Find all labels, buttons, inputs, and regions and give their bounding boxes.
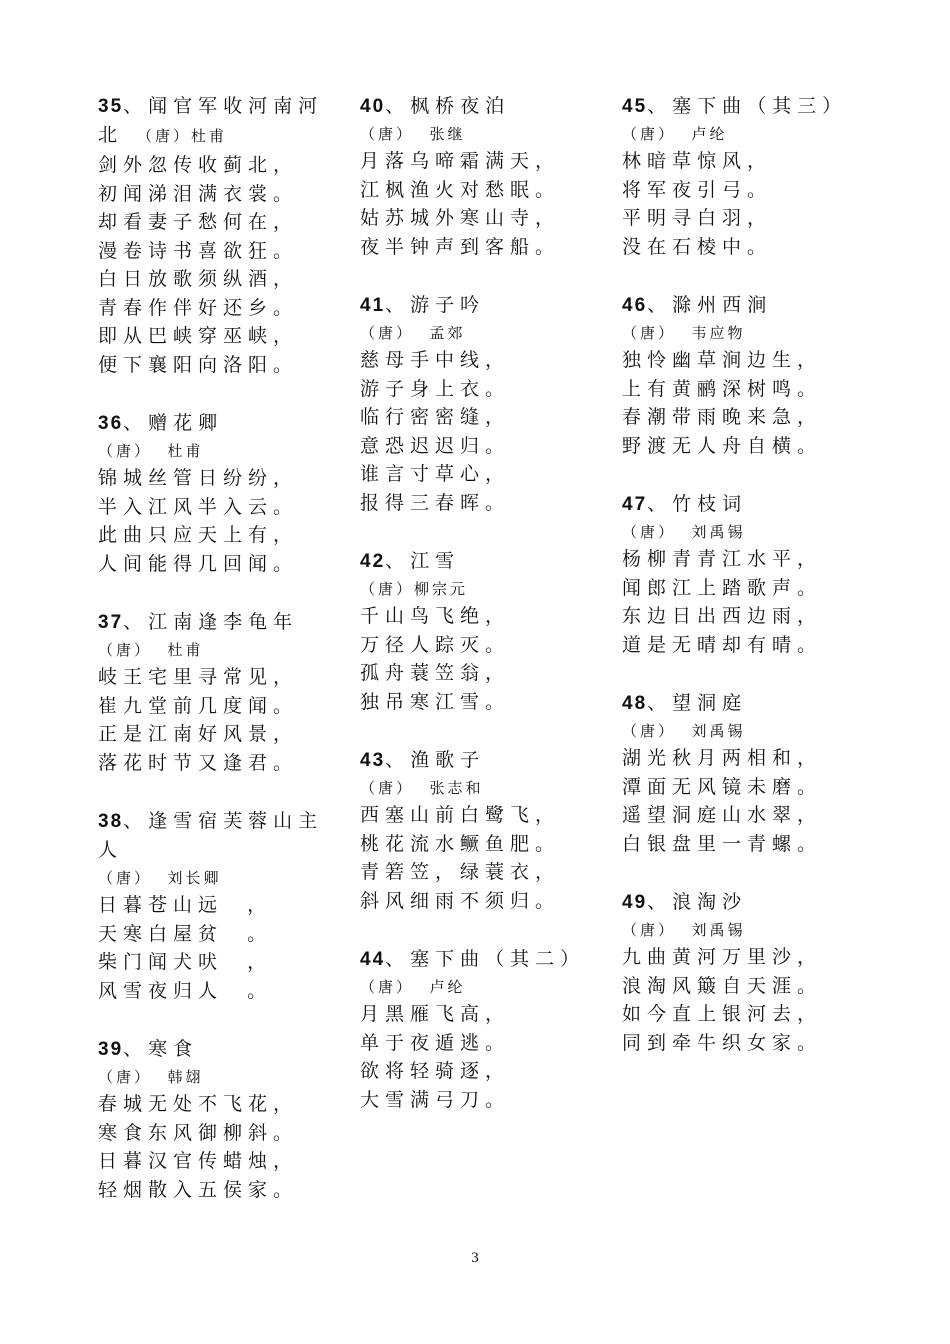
poem bbox=[98, 409, 388, 578]
poem-title bbox=[360, 291, 650, 320]
poem-number: 41 bbox=[360, 295, 386, 316]
poem-title-text: 、逢雪宿芙蓉山主 bbox=[123, 810, 324, 832]
poem-line: 大雪满弓刀。 bbox=[360, 1088, 511, 1111]
poem-line: 游子身上衣。 bbox=[360, 377, 511, 400]
poem-title bbox=[622, 291, 912, 320]
poem-line: 半入江风半入云。 bbox=[98, 495, 299, 518]
poem-line: 道是无晴却有晴。 bbox=[622, 633, 823, 656]
poem-column-right bbox=[622, 92, 912, 1057]
poem-column-middle bbox=[360, 92, 650, 1114]
poem-line: 漫卷诗书喜欲狂。 bbox=[98, 239, 299, 262]
poem-number: 47 bbox=[622, 494, 648, 515]
poem-line: 独怜幽草涧边生， bbox=[622, 349, 823, 371]
poem-title bbox=[98, 92, 388, 121]
poem-title bbox=[98, 409, 388, 438]
poem-line: 如今直上银河去， bbox=[622, 1003, 823, 1025]
poem-line: 初闻涕泪满衣裳。 bbox=[98, 182, 299, 205]
poem-line: 姑苏城外寒山寺， bbox=[360, 207, 561, 229]
poem bbox=[622, 689, 912, 858]
poem-line: 青箬笠，绿蓑衣， bbox=[360, 861, 561, 883]
poem-line: 九曲黄河万里沙， bbox=[622, 946, 823, 968]
poem-title bbox=[622, 888, 912, 917]
poem-line: 西塞山前白鹭飞， bbox=[360, 804, 561, 826]
poem-line: 月黑雁飞高， bbox=[360, 1003, 511, 1025]
poem-author: （唐） 卢纶 bbox=[360, 978, 466, 996]
poem-title bbox=[622, 490, 912, 519]
poem-line: 单于夜遁逃。 bbox=[360, 1031, 511, 1054]
poem bbox=[360, 92, 650, 261]
poem-author: （唐） 韦应物 bbox=[622, 324, 746, 342]
poem-line: 春城无处不飞花， bbox=[98, 1093, 299, 1115]
poem-column-left bbox=[98, 92, 388, 1204]
poem-line: 意恐迟迟归。 bbox=[360, 434, 511, 457]
poem-line: 万径人踪灭。 bbox=[360, 633, 511, 656]
poem-title-text: 、寒食 bbox=[123, 1038, 199, 1060]
poem-line: 遥望洞庭山水翠， bbox=[622, 804, 823, 826]
poem bbox=[360, 746, 650, 915]
poem-title-text: 、滁州西涧 bbox=[647, 294, 773, 316]
poem-line: 即从巴峡穿巫峡， bbox=[98, 325, 299, 347]
poem-number: 35 bbox=[98, 96, 124, 117]
poem-line: 平明寻白羽， bbox=[622, 207, 773, 229]
poem-line: 春潮带雨晚来急， bbox=[622, 406, 823, 428]
poem-title bbox=[360, 746, 650, 775]
poem-number: 36 bbox=[98, 413, 124, 434]
poem-author: （唐）杜甫 bbox=[137, 127, 228, 145]
poem-line: 便下襄阳向洛阳。 bbox=[98, 353, 299, 376]
poem-author: （唐） 杜甫 bbox=[98, 442, 204, 460]
poem-title-text: 、塞下曲（其三） bbox=[647, 95, 848, 117]
poem bbox=[622, 291, 912, 460]
poem-line: 上有黄鹂深树鸣。 bbox=[622, 377, 823, 400]
poem-title-text: 、浪淘沙 bbox=[647, 891, 748, 913]
poem-number: 49 bbox=[622, 892, 648, 913]
poem-line: 锦城丝管日纷纷， bbox=[98, 467, 299, 489]
poem-title-text: 、江南逢李龟年 bbox=[123, 611, 299, 633]
poem-line: 报得三春晖。 bbox=[360, 491, 511, 514]
poem-author: （唐） 卢纶 bbox=[622, 125, 728, 143]
poem-author: （唐） 张继 bbox=[360, 125, 466, 143]
poem-line: 柴门闻犬吠 ， bbox=[98, 951, 273, 973]
poem-line: 白日放歌须纵酒， bbox=[98, 268, 299, 290]
poem-line: 独吊寒江雪。 bbox=[360, 690, 511, 713]
poem-line: 崔九堂前几度闻。 bbox=[98, 694, 299, 717]
poem-title-text: 、枫桥夜泊 bbox=[385, 95, 511, 117]
poem-number: 45 bbox=[622, 96, 648, 117]
poem-line: 此曲只应天上有， bbox=[98, 524, 299, 546]
poem-line: 浪淘风簸自天涯。 bbox=[622, 974, 823, 997]
poem-line: 夜半钟声到客船。 bbox=[360, 235, 561, 258]
poem-author: （唐） 刘长卿 bbox=[98, 869, 222, 887]
poem-title-text: 、赠花卿 bbox=[123, 412, 224, 434]
poem-title bbox=[98, 1035, 388, 1064]
poem-author: （唐）柳宗元 bbox=[360, 580, 469, 598]
poem-line: 闻郎江上踏歌声。 bbox=[622, 576, 823, 599]
poem bbox=[98, 807, 388, 1005]
poem-title-text: 、望洞庭 bbox=[647, 692, 748, 714]
poem-number: 39 bbox=[98, 1039, 124, 1060]
poem-line: 风雪夜归人 。 bbox=[98, 979, 273, 1002]
poem-line: 慈母手中线， bbox=[360, 349, 511, 371]
poem-line: 没在石棱中。 bbox=[622, 235, 773, 258]
poem-line: 谁言寸草心， bbox=[360, 463, 511, 485]
poem-line: 将军夜引弓。 bbox=[622, 178, 773, 201]
poem bbox=[622, 92, 912, 261]
poem-line: 白银盘里一青螺。 bbox=[622, 832, 823, 855]
poem-line: 青春作伴好还乡。 bbox=[98, 296, 299, 319]
poem-number: 38 bbox=[98, 811, 124, 832]
poem-line: 却看妻子愁何在， bbox=[98, 211, 299, 233]
poem-line: 东边日出西边雨， bbox=[622, 605, 823, 627]
poem-title-continued: 北 （唐）杜甫 bbox=[98, 124, 228, 146]
poem-title-text: 、闻官军收河南河 bbox=[123, 95, 324, 117]
poem-title-text: 、竹枝词 bbox=[647, 493, 748, 515]
poem bbox=[98, 1035, 388, 1204]
poem-line: 落花时节又逢君。 bbox=[98, 751, 299, 774]
poem-title bbox=[98, 807, 388, 836]
poem-line: 湖光秋月两相和， bbox=[622, 747, 823, 769]
poem-title bbox=[360, 547, 650, 576]
poem bbox=[360, 945, 650, 1114]
poem-number: 48 bbox=[622, 693, 648, 714]
poem-line: 欲将轻骑逐， bbox=[360, 1060, 511, 1082]
poem bbox=[360, 547, 650, 716]
poem-number: 44 bbox=[360, 949, 386, 970]
poem-line: 杨柳青青江水平， bbox=[622, 548, 823, 570]
poem-line: 剑外忽传收蓟北， bbox=[98, 154, 299, 176]
poem-title bbox=[360, 945, 650, 974]
poem-author: （唐） 张志和 bbox=[360, 779, 484, 797]
poem-author: （唐） 刘禹锡 bbox=[622, 523, 746, 541]
poem-line: 林暗草惊风， bbox=[622, 150, 773, 172]
poem-line: 桃花流水鳜鱼肥。 bbox=[360, 832, 561, 855]
poem-title bbox=[98, 608, 388, 637]
page-number: 3 bbox=[471, 1250, 479, 1266]
poem-line: 同到牵牛织女家。 bbox=[622, 1031, 823, 1054]
poem-line: 千山鸟飞绝， bbox=[360, 605, 511, 627]
poem-number: 40 bbox=[360, 96, 386, 117]
poem bbox=[98, 92, 388, 379]
poem-line: 日暮苍山远 ， bbox=[98, 894, 273, 916]
poem-line: 临行密密缝， bbox=[360, 406, 511, 428]
poem-title-text: 、塞下曲（其二） bbox=[385, 948, 586, 970]
poem-line: 江枫渔火对愁眠。 bbox=[360, 178, 561, 201]
poem-author: （唐） 刘禹锡 bbox=[622, 921, 746, 939]
poem-title bbox=[622, 689, 912, 718]
poem bbox=[360, 291, 650, 517]
poem-author: （唐） 杜甫 bbox=[98, 641, 204, 659]
poem bbox=[98, 608, 388, 777]
poem-line: 岐王宅里寻常见， bbox=[98, 666, 299, 688]
poem-title bbox=[360, 92, 650, 121]
poem-title-continued: 人 bbox=[98, 839, 124, 861]
poem bbox=[622, 490, 912, 659]
poem-line: 人间能得几回闻。 bbox=[98, 552, 299, 575]
poem-title-text: 、江雪 bbox=[385, 550, 461, 572]
poem bbox=[622, 888, 912, 1057]
poem-line: 孤舟蓑笠翁， bbox=[360, 662, 511, 684]
poem-line: 寒食东风御柳斜。 bbox=[98, 1121, 299, 1144]
poem-number: 42 bbox=[360, 551, 386, 572]
poem-title-text: 、渔歌子 bbox=[385, 749, 486, 771]
poem-author: （唐） 韩翃 bbox=[98, 1068, 204, 1086]
poem-line: 轻烟散入五侯家。 bbox=[98, 1178, 299, 1201]
poem-title bbox=[622, 92, 912, 121]
poem-line: 潭面无风镜未磨。 bbox=[622, 775, 823, 798]
poem-number: 43 bbox=[360, 750, 386, 771]
poem-author: （唐） 刘禹锡 bbox=[622, 722, 746, 740]
poem-line: 日暮汉官传蜡烛， bbox=[98, 1150, 299, 1172]
poem-author: （唐） 孟郊 bbox=[360, 324, 466, 342]
poem-number: 46 bbox=[622, 295, 648, 316]
poem-title-text: 、游子吟 bbox=[385, 294, 486, 316]
poem-line: 月落乌啼霜满天， bbox=[360, 150, 561, 172]
poem-line: 斜风细雨不须归。 bbox=[360, 889, 561, 912]
poem-line: 天寒白屋贫 。 bbox=[98, 922, 273, 945]
poem-line: 野渡无人舟自横。 bbox=[622, 434, 823, 457]
poem-line: 正是江南好风景， bbox=[98, 723, 299, 745]
poem-number: 37 bbox=[98, 612, 124, 633]
